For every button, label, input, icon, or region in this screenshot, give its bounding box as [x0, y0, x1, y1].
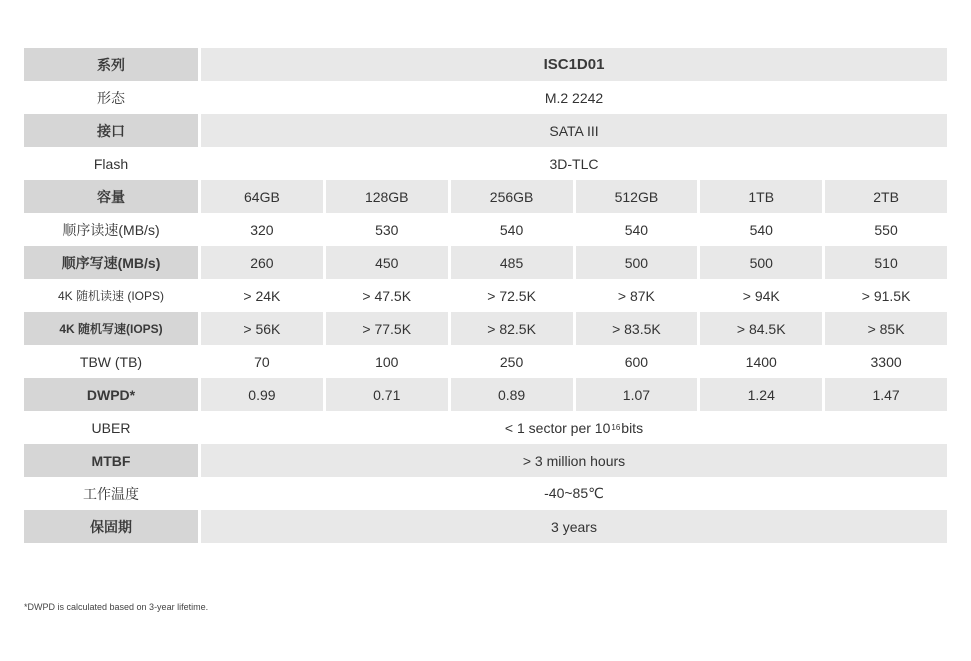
- seq-read-cell: 550: [874, 221, 898, 238]
- capacity-cell: 1TB: [700, 180, 822, 213]
- row-label-seq-read: 顺序读速(MB/s): [62, 221, 160, 238]
- spec-table: [24, 48, 947, 543]
- row-label-tbw: TBW (TB): [79, 353, 143, 370]
- rand-read-cell: > 87K: [617, 287, 655, 304]
- row-label-capacity: 容量: [24, 180, 198, 213]
- rand-write-cell: > 77.5K: [326, 312, 448, 345]
- row-label-dwpd: DWPD*: [24, 378, 198, 411]
- row-label-rand-write: 4K 随机写速(IOPS): [24, 312, 198, 345]
- uber-prefix: < 1 sector per 10: [504, 419, 611, 436]
- rand-read-cell: > 47.5K: [362, 287, 412, 304]
- tbw-cell: 70: [254, 353, 270, 370]
- dwpd-cell: 1.07: [576, 378, 698, 411]
- mtbf-value: > 3 million hours: [201, 444, 947, 477]
- seq-read-cell: 530: [375, 221, 399, 238]
- tbw-cell: 600: [624, 353, 649, 370]
- form-value: M.2 2242: [544, 89, 604, 106]
- row-label-temp: 工作温度: [83, 485, 139, 502]
- rand-read-cell: > 72.5K: [487, 287, 536, 304]
- rand-write-cell: > 82.5K: [451, 312, 573, 345]
- footnote: *DWPD is calculated based on 3-year lifetime.: [24, 602, 209, 612]
- seq-write-cell: 510: [825, 246, 947, 279]
- row-label-rand-read: 4K 随机读速 (IOPS): [57, 289, 164, 303]
- rand-write-cell: > 83.5K: [576, 312, 698, 345]
- tbw-cell: 250: [499, 353, 524, 370]
- rand-write-cell: > 84.5K: [700, 312, 822, 345]
- capacity-cell: 256GB: [451, 180, 573, 213]
- tbw-cell: 1400: [745, 353, 777, 370]
- rand-read-cell: > 24K: [243, 287, 281, 304]
- capacity-cell: 512GB: [576, 180, 698, 213]
- row-label-mtbf: MTBF: [24, 444, 198, 477]
- seq-write-cell: 500: [576, 246, 698, 279]
- rand-write-cell: > 85K: [825, 312, 947, 345]
- dwpd-cell: 1.24: [700, 378, 822, 411]
- seq-write-cell: 260: [201, 246, 323, 279]
- uber-value: [201, 411, 947, 444]
- tbw-cell: 3300: [870, 353, 902, 370]
- dwpd-cell: 1.47: [825, 378, 947, 411]
- seq-read-cell: 540: [499, 221, 524, 238]
- flash-value: 3D-TLC: [549, 155, 599, 172]
- row-label-interface: 接口: [24, 114, 198, 147]
- rand-read-cell: > 94K: [742, 287, 780, 304]
- uber-suffix: bits: [621, 419, 644, 436]
- dwpd-cell: 0.89: [451, 378, 573, 411]
- row-label-flash: Flash: [93, 155, 129, 172]
- rand-write-cell: > 56K: [201, 312, 323, 345]
- row-label-series: 系列: [24, 48, 198, 81]
- seq-write-cell: 485: [451, 246, 573, 279]
- seq-write-cell: 500: [700, 246, 822, 279]
- row-label-uber: UBER: [91, 419, 131, 436]
- row-label-form: 形态: [97, 89, 125, 106]
- seq-read-cell: 540: [749, 221, 773, 238]
- warranty-value: 3 years: [201, 510, 947, 543]
- row-label-seq-write: 顺序写速(MB/s): [24, 246, 198, 279]
- seq-write-cell: 450: [326, 246, 448, 279]
- temp-value: -40~85℃: [544, 485, 604, 501]
- capacity-cell: 64GB: [201, 180, 323, 213]
- row-label-warranty: 保固期: [24, 510, 198, 543]
- seq-read-cell: 320: [250, 221, 274, 238]
- dwpd-cell: 0.99: [201, 378, 323, 411]
- uber-exponent: 16: [611, 423, 621, 432]
- capacity-cell: 2TB: [825, 180, 947, 213]
- seq-read-cell: 540: [624, 221, 649, 238]
- interface-value: SATA III: [201, 114, 947, 147]
- dwpd-cell: 0.71: [326, 378, 448, 411]
- tbw-cell: 100: [375, 353, 399, 370]
- series-value: ISC1D01: [201, 48, 947, 81]
- capacity-cell: 128GB: [326, 180, 448, 213]
- rand-read-cell: > 91.5K: [861, 287, 911, 304]
